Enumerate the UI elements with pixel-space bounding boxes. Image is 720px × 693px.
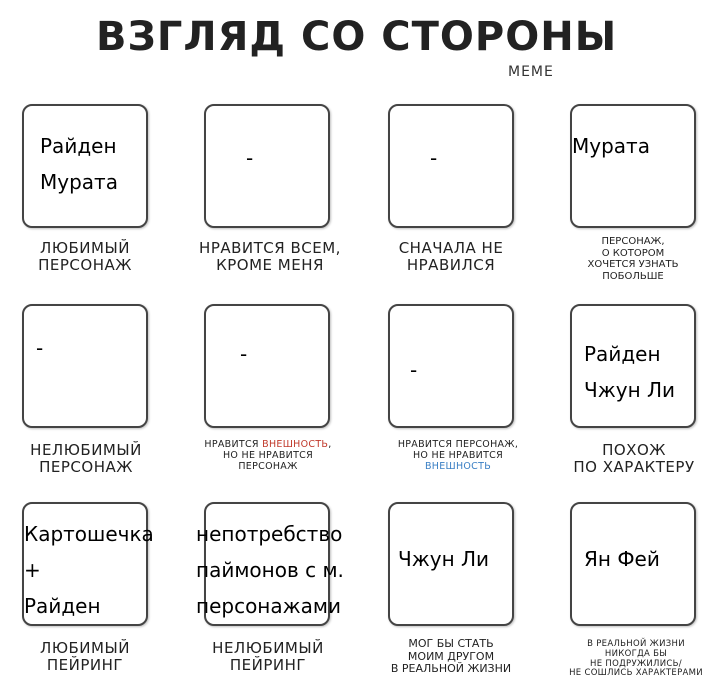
caption-disliked-character: НЕЛЮБИМЫЙ ПЕРСОНАЖ xyxy=(30,441,142,477)
answer-disliked-at-first: - xyxy=(430,146,438,170)
answer-would-never-be-friends: Ян Фей xyxy=(584,547,660,571)
caption-could-be-friend: МОГ БЫ СТАТЬ МОИМ ДРУГОМ В РЕАЛЬНОЙ ЖИЗНИ xyxy=(390,637,512,676)
caption-like-character-not-looks: НРАВИТСЯ ПЕРСОНАЖ, НО НЕ НРАВИТСЯ ВНЕШНОСТЬ xyxy=(397,439,519,472)
answer-favorite-pairing: Картошечка + Райден xyxy=(24,522,154,618)
answer-similar-personality: Райден Чжун Ли xyxy=(584,342,676,402)
answer-want-to-know-more: Мурата xyxy=(572,134,650,158)
cell-box-3 xyxy=(388,104,514,228)
answer-like-looks-not-character: - xyxy=(240,342,248,366)
meme-title: ВЗГЛЯД СО СТОРОНЫ xyxy=(96,14,618,60)
caption-disliked-at-first: СНАЧАЛА НЕ НРАВИЛСЯ xyxy=(398,239,504,275)
caption-want-to-know-more: ПЕРСОНАЖ, О КОТОРОМ ХОЧЕТСЯ УЗНАТЬ ПОБОЛЬШЕ xyxy=(587,236,679,282)
caption-liked-by-all-but-me: НРАВИТСЯ ВСЕМ, КРОМЕ МЕНЯ xyxy=(199,239,341,275)
answer-liked-by-all-but-me: - xyxy=(246,146,254,170)
caption-disliked-pairing: НЕЛЮБИМЫЙ ПЕЙРИНГ xyxy=(212,639,324,675)
answer-disliked-character: - xyxy=(36,336,44,360)
caption-similar-personality: ПОХОЖ ПО ХАРАКТЕРУ xyxy=(573,441,695,477)
caption-favorite-pairing: ЛЮБИМЫЙ ПЕЙРИНГ xyxy=(40,639,130,675)
answer-could-be-friend: Чжун Ли xyxy=(398,547,490,571)
caption-would-never-be-friends: В РЕАЛЬНОЙ ЖИЗНИ НИКОГДА БЫ НЕ ПОДРУЖИЛИСЬ/ НЕ СОШЛИСЬ ХАРАКТЕРАМИ xyxy=(569,639,703,679)
caption-like-looks-not-character: НРАВИТСЯ ВНЕШНОСТЬ, НО НЕ НРАВИТСЯ ПЕРСОНАЖ xyxy=(204,439,332,472)
answer-disliked-pairing: непотребство паймонов с м. персонажами xyxy=(196,522,344,618)
cell-box-2 xyxy=(204,104,330,228)
answer-like-character-not-looks: - xyxy=(410,358,418,382)
meme-subtitle: MEME xyxy=(508,64,554,80)
cell-box-7 xyxy=(388,304,514,428)
cell-box-6 xyxy=(204,304,330,428)
cell-box-5 xyxy=(22,304,148,428)
cell-box-4 xyxy=(570,104,696,228)
answer-favorite-character: Райден Мурата xyxy=(40,134,118,194)
caption-favorite-character: ЛЮБИМЫЙ ПЕРСОНАЖ xyxy=(38,239,132,275)
